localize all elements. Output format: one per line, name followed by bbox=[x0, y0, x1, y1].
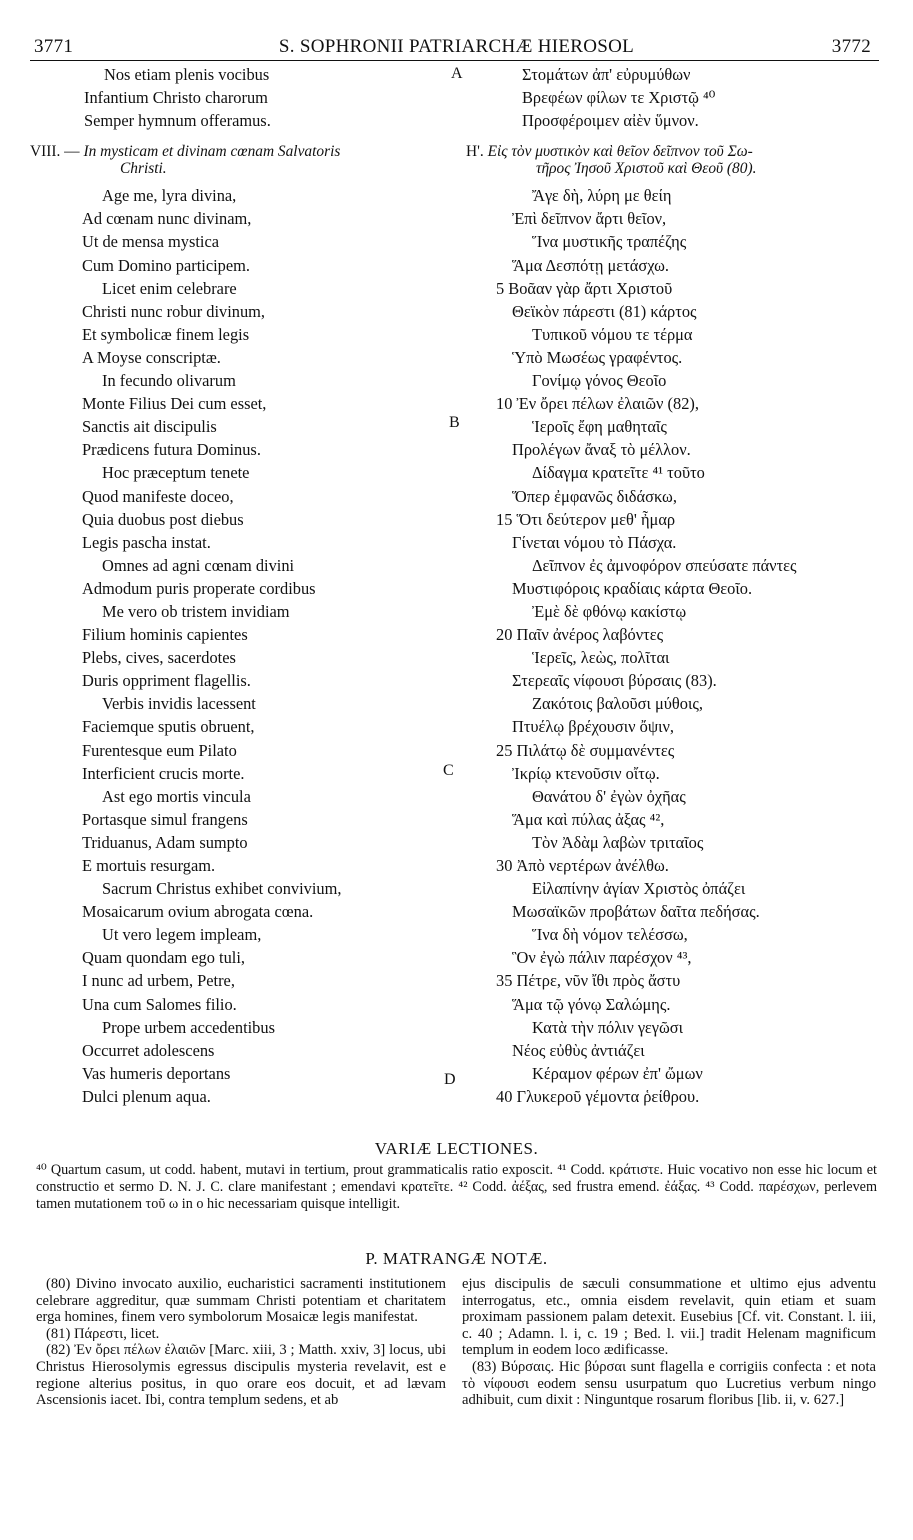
verse-line: Quod manifeste doceo, bbox=[82, 486, 234, 506]
verse-line: Ut vero legem impleam, bbox=[102, 925, 262, 945]
verse-line: Age me, lyra divina, bbox=[102, 186, 237, 206]
verse-line: Faciemque sputis obruent, bbox=[82, 717, 255, 737]
verse-line: 40 Γλυκεροῦ γέμοντα ῥείθρου. bbox=[496, 1086, 700, 1106]
notes-right-column bbox=[462, 1276, 876, 1409]
verse-line: Ἱεροῖς ἔφη μαθηταῖς bbox=[532, 417, 667, 437]
verse-line: 15 Ὅτι δεύτερον μεθ' ἦμαρ bbox=[496, 509, 676, 529]
note-paragraph: (81) Πάρεστι, licet. bbox=[46, 1325, 160, 1342]
verse-line: Θανάτου δ' ἐγὼν ὀχῆας bbox=[532, 786, 686, 806]
verse-line: Ὃν ἐγὼ πάλιν παρέσχον ⁴³, bbox=[512, 948, 692, 968]
note-paragraph: (80) Divino invocato auxilio, eucharistici sacramenti institutionem celebrare aggreditur, quæ summam Christi potentiam et charitatem erga homines, finem vero symbolorum Mosaicæ legis manifestat. bbox=[36, 1276, 446, 1326]
running-title: S. SOPHRONII PATRIARCHÆ HIEROSOL bbox=[278, 36, 635, 57]
verse-line: Prædicens futura Dominus. bbox=[82, 440, 261, 460]
greek-column bbox=[466, 63, 797, 1108]
right-page-number: 3772 bbox=[831, 36, 871, 57]
verse-line: Ut de mensa mystica bbox=[82, 232, 220, 252]
verse-line: 30 Ἀπὸ νερτέρων ἀνέλθω. bbox=[496, 856, 669, 875]
verse-line: Semper hymnum offeramus. bbox=[84, 111, 271, 131]
verse-line: 25 Πιλάτῳ δὲ συμμανέντες bbox=[496, 740, 675, 760]
verse-line: Βρεφέων φίλων τε Χριστῷ ⁴⁰ bbox=[522, 88, 716, 108]
verse-line: Τὸν Ἀδὰμ λαβὼν τριταῖος bbox=[532, 832, 704, 852]
verse-line: Ast ego mortis vincula bbox=[102, 786, 251, 806]
verse-line: Ἅμα τῷ γόνῳ Σαλώμης. bbox=[512, 994, 671, 1014]
verse-line: 5 Βοᾶαν γὰρ ἄρτι Χριστοῦ bbox=[496, 278, 673, 298]
verse-line: Ἄγε δὴ, λύρη με θείη bbox=[532, 186, 672, 206]
verse-line: Sanctis ait discipulis bbox=[82, 417, 217, 437]
verse-line: Ἅμα Δεσπότῃ μετάσχω. bbox=[512, 255, 669, 275]
verse-line: Filium hominis capientes bbox=[82, 625, 248, 645]
varia-lectiones-text: ⁴⁰ Quartum casum, ut codd. habent, mutavi in tertium, prout grammaticalis ratio exposcit. ⁴¹ Codd. κράτιστε. Huic vocativo non esse hic locum et constructio et sermo D. N. J. C. clare manifestant ; emendavi κρατεῖτε. ⁴² Codd. ἀέξας, sed frustra emend. ἐάξας. ⁴³ Codd. παρέσχων, perlevem tamen mutationem τοῦ ω in ο hic necessariam quisque intelligit. bbox=[36, 1162, 877, 1212]
latin-verse-lines bbox=[78, 184, 341, 1108]
verse-line: Interficient crucis morte. bbox=[82, 763, 245, 783]
verse-line: E mortuis resurgam. bbox=[82, 856, 216, 875]
note-paragraph: (83) Βύρσαις. Hic βύρσαι sunt flagella e corrigiis confecta : et nota τὸ νίφουσι eodem sensu usurpatum quo Lucretius verbum ningo adhibuit, cum dixit : Ninguntque rosarum floribus [lib. ii, v. 627.] bbox=[462, 1358, 876, 1409]
verse-line: Στομάτων ἀπ' εὐρυμύθων bbox=[522, 65, 691, 84]
verse-line: Κέραμον φέρων ἐπ' ὤμων bbox=[532, 1063, 703, 1083]
verse-line: Ἐπὶ δεῖπνον ἄρτι θεῖον, bbox=[512, 209, 667, 229]
verse-line: Quam quondam ego tuli, bbox=[82, 948, 245, 968]
verse-line: Plebs, cives, sacerdotes bbox=[82, 648, 236, 668]
verse-line: Me vero ob tristem invidiam bbox=[102, 601, 290, 621]
verse-line: In fecundo olivarum bbox=[102, 371, 236, 391]
verse-line: Γίνεται νόμου τὸ Πάσχα. bbox=[512, 532, 677, 552]
verse-line: Admodum puris properate cordibus bbox=[82, 578, 316, 598]
greek-opening-lines bbox=[522, 63, 797, 132]
verse-line: A Moyse conscriptæ. bbox=[82, 347, 221, 367]
verse-line: Dulci plenum aqua. bbox=[82, 1086, 211, 1106]
verse-line: Νέος εὐθὺς ἀντιάζει bbox=[512, 1040, 645, 1060]
verse-line: Κατὰ τὴν πόλιν γεγῶσι bbox=[532, 1017, 684, 1037]
verse-line: Προσφέροιμεν αἰὲν ὕμνον. bbox=[522, 111, 699, 131]
header-rule bbox=[30, 60, 879, 61]
verse-line: Legis pascha instat. bbox=[82, 532, 211, 552]
verse-line: Infantium Christo charorum bbox=[84, 88, 268, 108]
verse-line: Δίδαγμα κρατεῖτε ⁴¹ τοῦτο bbox=[532, 463, 705, 483]
latin-section-heading bbox=[30, 143, 341, 177]
verse-line: Τυπικοῦ νόμου τε τέρμα bbox=[532, 324, 693, 344]
verse-line: Ὑπὸ Μωσέως γραφέντος. bbox=[512, 347, 683, 367]
greek-verse-lines bbox=[496, 184, 797, 1108]
verse-line: Μωσαϊκῶν προβάτων δαῖτα πεδήσας. bbox=[512, 902, 760, 922]
verse-line: Prope urbem accedentibus bbox=[102, 1017, 275, 1037]
verse-line: Monte Filius Dei cum esset, bbox=[82, 394, 267, 414]
verse-line: Duris oppriment flagellis. bbox=[82, 671, 251, 691]
verse-line: Mosaicarum ovium abrogata cœna. bbox=[82, 902, 314, 922]
verse-line: Omnes ad agni cœnam divini bbox=[102, 555, 295, 575]
verse-line: Θεϊκὸν πάρεστι (81) κάρτος bbox=[512, 301, 697, 321]
margin-marker-a: A bbox=[451, 65, 463, 82]
margin-marker-c: C bbox=[443, 762, 454, 779]
latin-heading-line1: In mysticam et divinam cœnam Salvatoris bbox=[83, 143, 341, 161]
margin-marker-b: B bbox=[449, 414, 460, 431]
verse-line: Δεῖπνον ἐς ἀμνοφόρον σπεύσατε πάντες bbox=[532, 555, 797, 575]
verse-line: Ἱερεῖς, λεὼς, πολῖται bbox=[532, 648, 670, 668]
verse-line: 20 Παῖν ἀνέρος λαβόντες bbox=[496, 625, 664, 645]
verse-line: Nos etiam plenis vocibus bbox=[104, 65, 270, 84]
notes-title: P. MATRANGÆ NOTÆ. bbox=[365, 1249, 548, 1268]
greek-heading-line1: Εἰς τὸν μυστικὸν καὶ θεῖον δεῖπνον τοῦ Σω- bbox=[487, 143, 753, 161]
verse-line: Portasque simul frangens bbox=[82, 809, 248, 829]
verse-line: I nunc ad urbem, Petre, bbox=[82, 971, 235, 991]
verse-line: Occurret adolescens bbox=[82, 1040, 215, 1060]
verse-line: 10 Ἐν ὄρει πέλων ἐλαιῶν (82), bbox=[496, 394, 699, 414]
verse-line: Cum Domino participem. bbox=[82, 255, 250, 275]
verse-line: Triduanus, Adam sumpto bbox=[82, 832, 248, 852]
verse-line: 35 Πέτρε, νῦν ἴθι πρὸς ἄστυ bbox=[496, 971, 681, 991]
note-paragraph: ejus discipulis de sæculi consummatione et ultimo ejus adventu interrogatus, etc., omnia eisdem revelavit, quin etiam et suam proximam passionem palam detexit. Eusebius [Cf. vit. Constant. l. iii, c. 40 ; Adamn. l. i, c. 19 ; Bed. l. vii.] tradit Helenam magnificum templum in eodem loco ædificasse. bbox=[462, 1276, 876, 1359]
verse-line: Ἵνα δὴ νόμον τελέσσω, bbox=[532, 925, 688, 945]
verse-line: Vas humeris deportans bbox=[82, 1063, 231, 1083]
verse-line: Πτυέλῳ βρέχουσιν ὄψιν, bbox=[512, 717, 675, 737]
verse-line: Εἰλαπίνην ἁγίαν Χριστὸς ὀπάζει bbox=[532, 879, 746, 899]
verse-line: Προλέγων ἄναξ τὸ μέλλον. bbox=[512, 440, 691, 460]
latin-heading-number: VIII. — bbox=[30, 143, 80, 161]
verse-line: Licet enim celebrare bbox=[102, 278, 237, 298]
verse-line: Μυστιφόροις κραδίαις κάρτα Θεοῖο. bbox=[512, 578, 753, 598]
verse-line: Γονίμῳ γόνος Θεοῖο bbox=[532, 371, 667, 391]
verse-line: Quia duobus post diebus bbox=[82, 509, 244, 529]
varia-title: VARIÆ LECTIONES. bbox=[374, 1139, 539, 1158]
left-page-number: 3771 bbox=[34, 36, 74, 57]
notes-left-column bbox=[36, 1276, 446, 1409]
verse-line: Ἅμα καὶ πύλας ἀξας ⁴², bbox=[512, 809, 665, 829]
verse-line: Verbis invidis lacessent bbox=[102, 694, 256, 714]
verse-line: Una cum Salomes filio. bbox=[82, 994, 237, 1014]
verse-line: Furentesque eum Pilato bbox=[82, 740, 237, 760]
verse-line: Hoc præceptum tenete bbox=[102, 463, 250, 483]
verse-line: Ὅπερ ἐμφανῶς διδάσκω, bbox=[512, 486, 677, 506]
greek-section-heading bbox=[466, 143, 797, 177]
verse-line: Et symbolicæ finem legis bbox=[82, 324, 250, 344]
verse-line: Ἐμὲ δὲ φθόνῳ κακίστῳ bbox=[532, 601, 687, 621]
latin-opening-lines bbox=[78, 63, 341, 132]
verse-line: Christi nunc robur divinum, bbox=[82, 301, 266, 321]
verse-line: Ad cœnam nunc divinam, bbox=[82, 209, 252, 229]
verse-line: Στερεαῖς νίφουσι βύρσαις (83). bbox=[512, 671, 717, 691]
greek-heading-line2: τῆρος Ἰησοῦ Χριστοῦ καὶ Θεοῦ (80). bbox=[536, 160, 757, 178]
greek-heading-number: Η'. bbox=[466, 143, 484, 161]
verse-line: Ἰκρίῳ κτενοῦσιν οἴτῳ. bbox=[512, 763, 660, 783]
verse-line: Sacrum Christus exhibet convivium, bbox=[102, 879, 342, 899]
latin-column bbox=[30, 63, 342, 1108]
margin-marker-d: D bbox=[444, 1071, 456, 1088]
latin-heading-line2: Christi. bbox=[120, 160, 167, 178]
verse-line: Ζακότοις βαλοῦσι μύθοις, bbox=[532, 694, 703, 714]
note-paragraph: (82) Ἐν ὄρει πέλων ἐλαιῶν [Marc. xiii, 3 ; Matth. xxiv, 3] locus, ubi Christus Hierosolymis egressus discipulis mysteria revelavit, est e regione alterius positus, in quo orare eos docuit, et ad lævam Ascensionis iacet. Ibi, contra templum sedens, et ab bbox=[36, 1342, 446, 1409]
verse-line: Ἵνα μυστικῆς τραπέζης bbox=[532, 232, 687, 252]
